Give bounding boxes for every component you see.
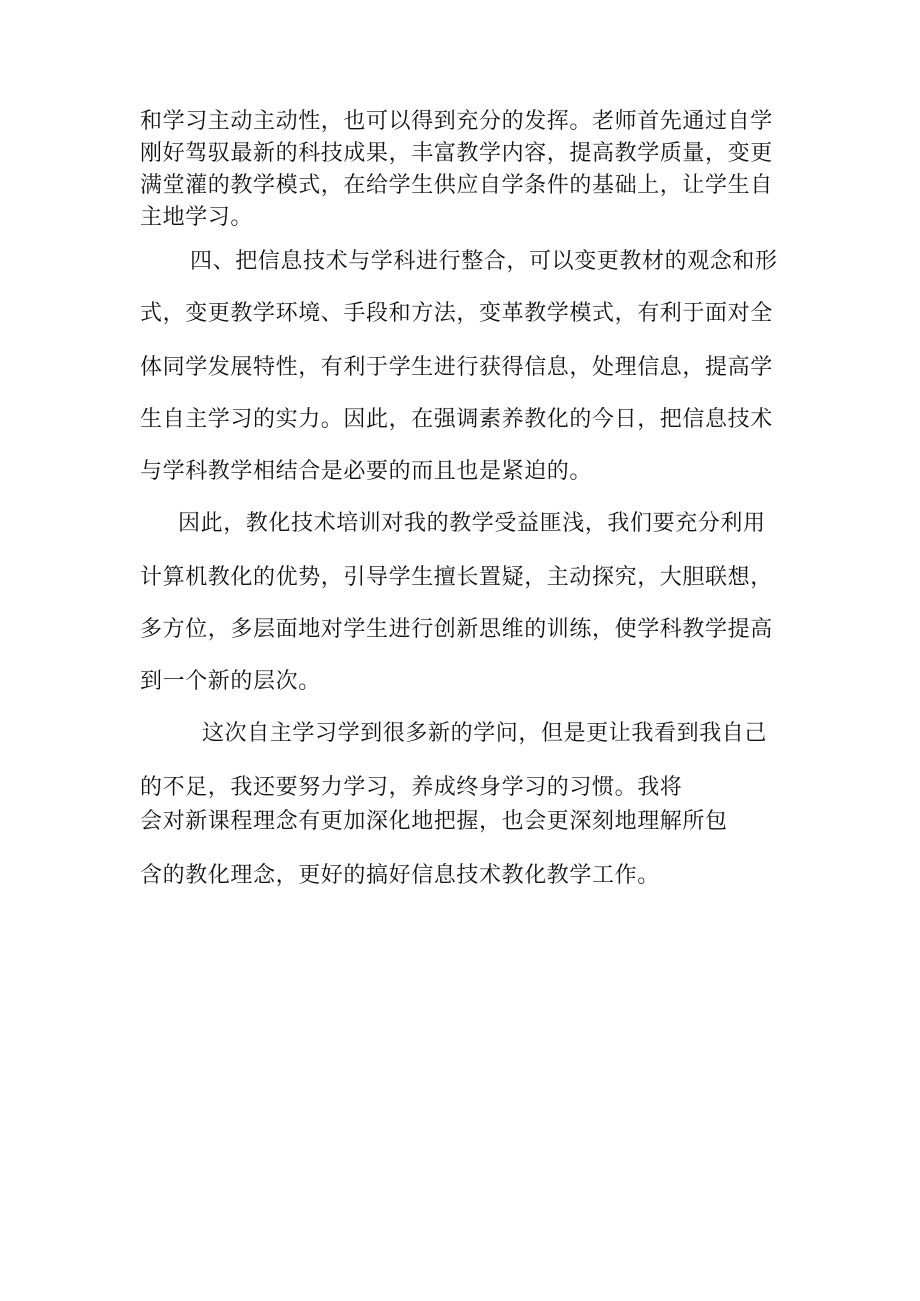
paragraph-3-line-3: 多方位，多层面地对学生进行创新思维的训练，使学科教学提高 [140, 617, 773, 642]
paragraph-4-line-1: 这次自主学习学到很多新的学问，但是更让我看到我自己 [202, 721, 768, 746]
paragraph-2-line-5: 与学科教学相结合是必要的而且也是紧迫的。 [140, 459, 593, 484]
paragraph-3-line-1: 因此，教化技术培训对我的教学受益匪浅，我们要充分利用 [178, 511, 766, 536]
paragraph-2-line-3: 体同学发展特性，有利于学生进行获得信息，处理信息，提高学 [140, 355, 773, 380]
paragraph-2-line-4: 生自主学习的实力。因此，在强调素养教化的今日，把信息技术 [140, 407, 773, 432]
paragraph-1-line-4: 主地学习。 [140, 205, 254, 230]
paragraph-2-line-1: 四、把信息技术与学科进行整合，可以变更教材的观念和形 [190, 249, 778, 274]
paragraph-1-line-1: 和学习主动主动性，也可以得到充分的发挥。老师首先通过自学 [140, 109, 773, 134]
paragraph-2-line-2: 式，变更教学环境、手段和方法，变革教学模式，有利于面对全 [140, 301, 773, 326]
paragraph-1-line-3: 满堂灌的教学模式，在给学生供应自学条件的基础上，让学生自 [140, 173, 773, 198]
paragraph-1-line-2: 刚好驾驭最新的科技成果，丰富教学内容，提高教学质量，变更 [140, 141, 773, 166]
paragraph-4-line-4: 含的教化理念，更好的搞好信息技术教化教学工作。 [140, 863, 660, 888]
paragraph-3-line-4: 到一个新的层次。 [140, 669, 321, 694]
paragraph-4-line-2: 的不足，我还要努力学习，养成终身学习的习惯。我将 [140, 775, 683, 800]
paragraph-4-line-3: 会对新课程理念有更加深化地把握，也会更深刻地理解所包 [140, 809, 728, 834]
paragraph-3-line-2: 计算机教化的优势，引导学生擅长置疑，主动探究，大胆联想， [140, 565, 773, 590]
